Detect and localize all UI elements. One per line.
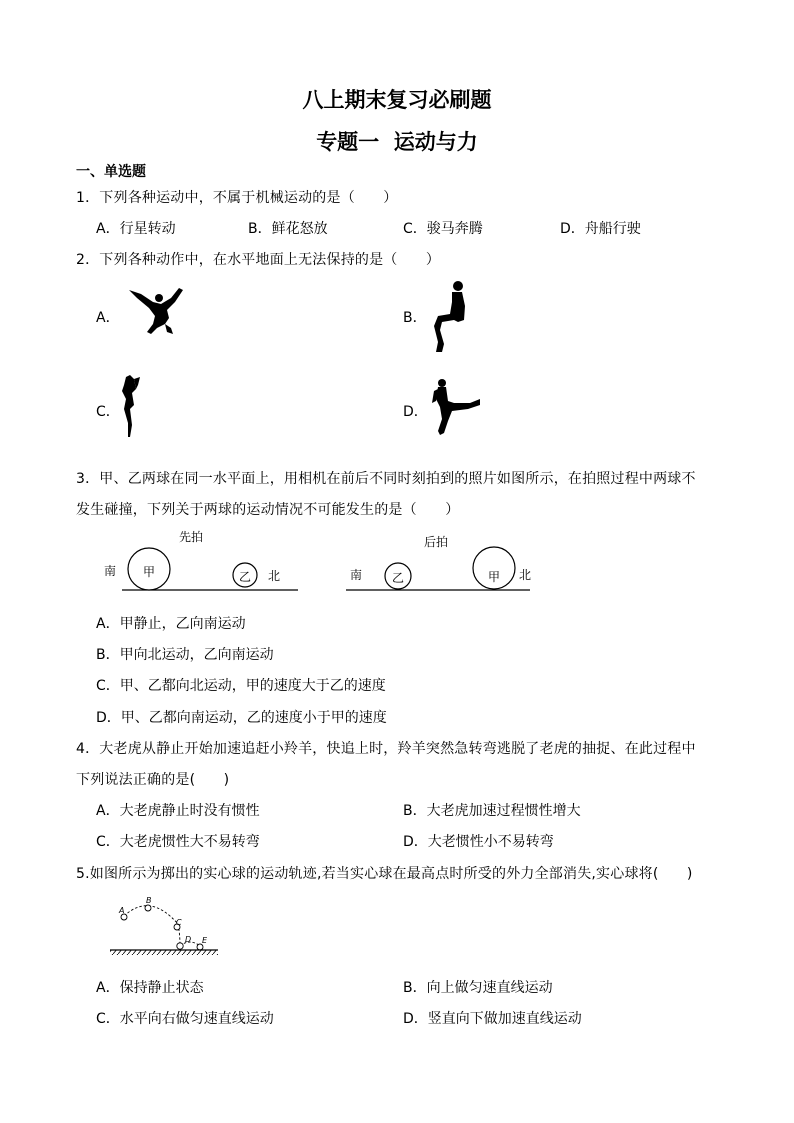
q2-option-a[interactable]: A． <box>96 310 120 326</box>
question-1-stem: 1．下列各种运动中，不属于机械运动的是（ ） <box>76 190 398 206</box>
q5-option-d[interactable]: D．竖直向下做加速直线运动 <box>403 1011 582 1027</box>
q4-option-b[interactable]: B．大老虎加速过程惯性增大 <box>403 803 581 819</box>
q3-right-ball-jia-label: 甲 <box>488 570 501 584</box>
q3-left-ball-jia-label: 甲 <box>143 565 156 579</box>
q4-option-a[interactable]: A．大老虎静止时没有惯性 <box>96 803 260 819</box>
q3-figure-left-south: 南 <box>104 564 117 578</box>
doc-subtitle: 专题一 运动与力 <box>316 130 478 154</box>
q3-figure-right-north: 北 <box>519 568 532 582</box>
q3-figure-right-south: 南 <box>350 568 363 582</box>
q2-option-c[interactable]: C． <box>96 404 120 420</box>
question-4-stem-line-1: 4．大老虎从静止开始加速追赶小羚羊，快追上时，羚羊突然急转弯逃脱了老虎的抽捉、在此过程中 <box>76 741 696 757</box>
q3-left-ball-yi-label: 乙 <box>239 570 252 584</box>
q1-option-c[interactable]: C．骏马奔腾 <box>403 221 483 237</box>
q5-option-a[interactable]: A．保持静止状态 <box>96 980 204 996</box>
question-4-stem-line-2: 下列说法正确的是( ) <box>76 772 230 788</box>
q3-option-b[interactable]: B．甲向北运动，乙向南运动 <box>96 647 274 663</box>
q1-option-b[interactable]: B．鲜花怒放 <box>248 221 328 237</box>
question-2-stem: 2．下列各种动作中，在水平地面上无法保持的是（ ） <box>76 252 441 268</box>
pose-d-silhouette <box>430 377 482 437</box>
q5-trajectory-figure <box>108 894 220 956</box>
q2-option-d[interactable]: D． <box>403 404 428 420</box>
pose-c-silhouette <box>118 375 146 439</box>
pose-b-silhouette <box>432 280 472 354</box>
q5-point-c-label: C <box>176 918 182 927</box>
q5-point-a-label: A <box>119 906 125 915</box>
q2-option-b[interactable]: B． <box>403 310 427 326</box>
q3-figure-right-drawing <box>340 540 540 594</box>
q5-option-b[interactable]: B．向上做匀速直线运动 <box>403 980 553 996</box>
q3-option-c[interactable]: C．甲、乙都向北运动，甲的速度大于乙的速度 <box>96 678 386 694</box>
q3-figure-left-drawing <box>100 540 300 594</box>
q1-option-a[interactable]: A．行星转动 <box>96 221 176 237</box>
q4-option-d[interactable]: D．大老惯性小不易转弯 <box>403 834 554 850</box>
q3-figure-left-north: 北 <box>268 569 281 583</box>
q1-option-d[interactable]: D．舟船行驶 <box>560 221 641 237</box>
q5-point-d-label: D <box>185 935 192 944</box>
q3-figure-right-caption: 后拍 <box>424 535 449 549</box>
q5-point-e-label: E <box>202 936 208 945</box>
question-3-stem-line-2: 发生碰撞，下列关于两球的运动情况不可能发生的是（ ） <box>76 502 460 518</box>
q3-right-ball-yi-label: 乙 <box>392 571 405 585</box>
doc-title: 八上期末复习必刷题 <box>302 88 492 112</box>
q4-option-c[interactable]: C．大老虎惯性大不易转弯 <box>96 834 260 850</box>
question-3-stem-line-1: 3．甲、乙两球在同一水平面上，用相机在前后不同时刻拍到的照片如图所示，在拍照过程中两球不 <box>76 471 696 487</box>
q5-point-b-label: B <box>146 896 152 905</box>
q3-option-a[interactable]: A．甲静止，乙向南运动 <box>96 616 246 632</box>
pose-a-silhouette <box>127 284 189 336</box>
q3-figure-left-caption: 先拍 <box>179 530 204 544</box>
question-5-stem: 5.如图所示为掷出的实心球的运动轨迹,若当实心球在最高点时所受的外力全部消失,实心球将( ) <box>76 866 693 882</box>
q3-option-d[interactable]: D．甲、乙都向南运动，乙的速度小于甲的速度 <box>96 710 387 726</box>
section-heading: 一、单选题 <box>76 164 146 180</box>
q5-option-c[interactable]: C．水平向右做匀速直线运动 <box>96 1011 274 1027</box>
